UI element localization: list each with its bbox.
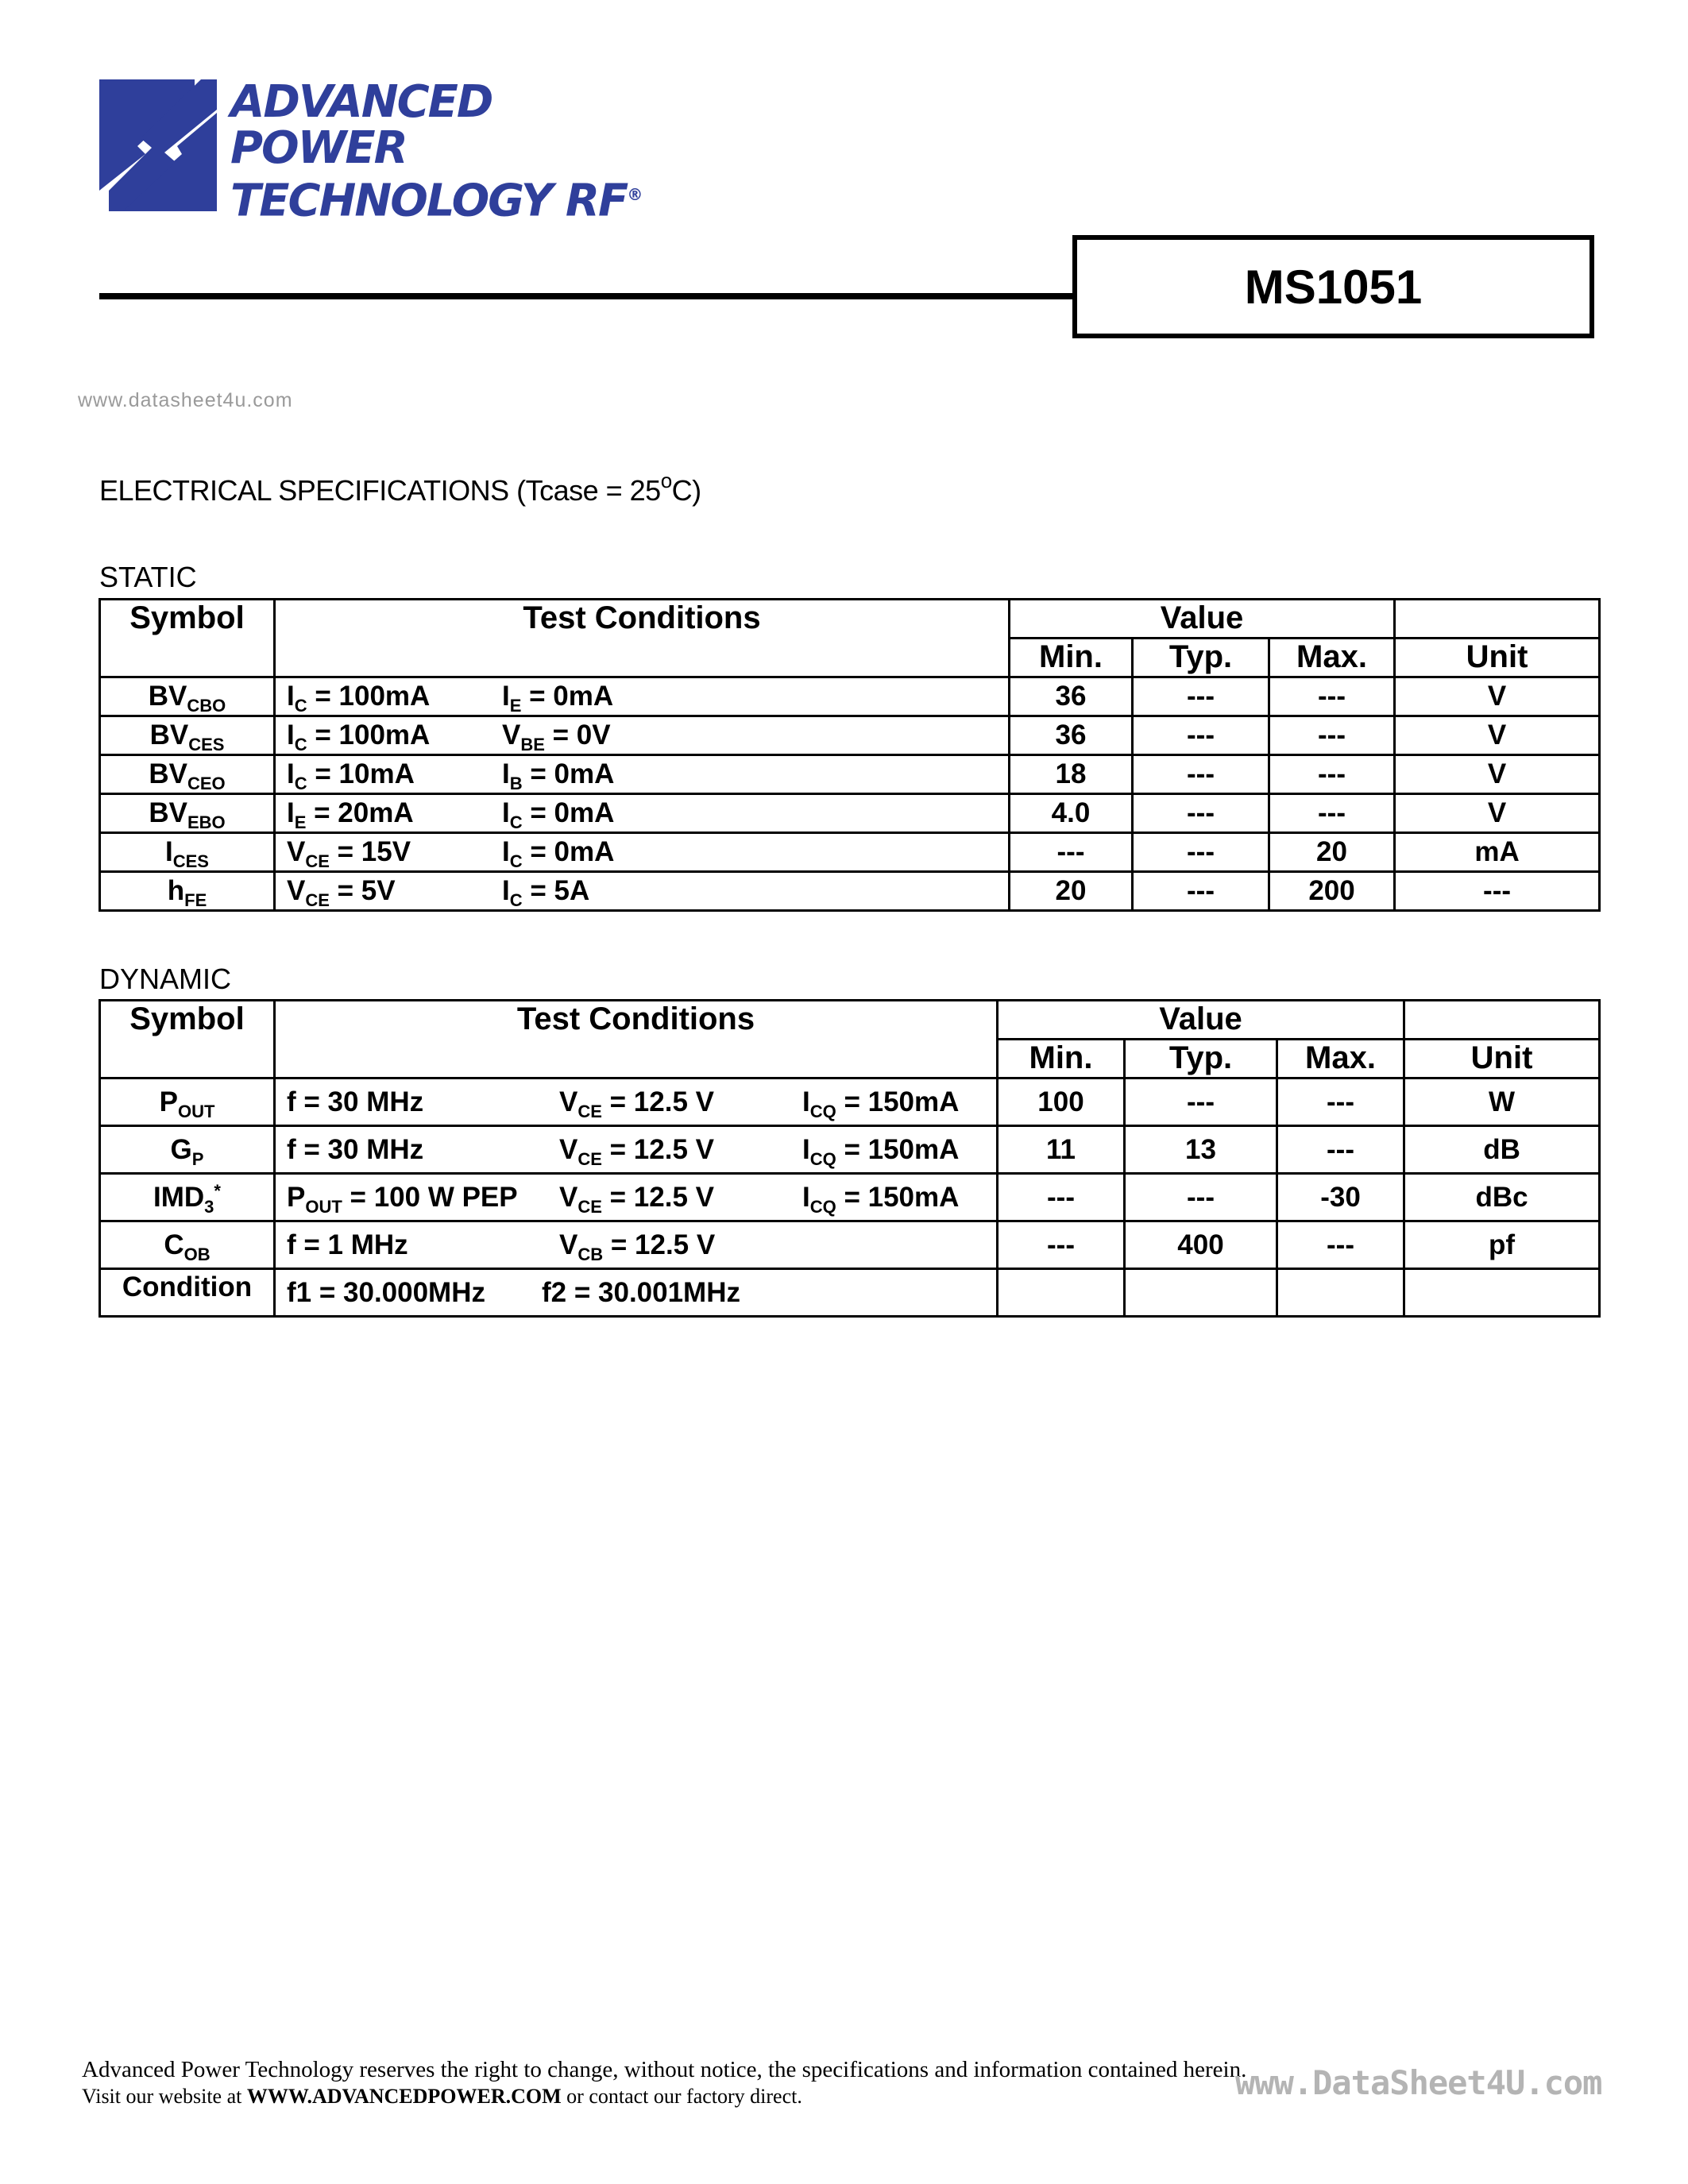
table-row (100, 1126, 1600, 1174)
table-row (100, 1221, 1600, 1269)
symbol-cell-subscript: FE (184, 890, 207, 910)
min-header: Min. (998, 1040, 1125, 1078)
symbol-header: Symbol (100, 600, 275, 677)
condition-c2: $I_C = 0mA$ (502, 836, 615, 871)
typ-cell: --- (1133, 677, 1269, 716)
symbol-cell-text: I (165, 836, 173, 867)
unit-cell: dB (1404, 1126, 1600, 1174)
condition-f2: f2 = 30.001MHz (542, 1276, 740, 1308)
symbol-cell (100, 833, 275, 872)
symbol-cell (100, 755, 275, 794)
condition-c2: $I_C = 0mA$ (502, 797, 615, 832)
min-cell: --- (1010, 833, 1133, 872)
test-conditions-header: Test Conditions (275, 1001, 998, 1078)
symbol-header: Symbol (100, 1001, 275, 1078)
condition-c2: $V_{BE} = 0V$ (502, 720, 611, 754)
symbol-cell (100, 1126, 275, 1174)
condition-c3: $I_{CQ} = 150mA$ (802, 1086, 960, 1121)
test-conditions-cell (275, 1174, 998, 1221)
condition-label: Condition (100, 1269, 275, 1317)
max-cell: --- (1269, 716, 1395, 755)
unit-header-spacer (1395, 600, 1600, 639)
test-conditions-cell (275, 872, 1010, 911)
symbol-cell (100, 1078, 275, 1126)
footer-disclaimer: Advanced Power Technology reserves the right to change, without notice, the specifications and information contained herein. (82, 2057, 1247, 2082)
part-number: MS1051 (1244, 260, 1423, 314)
typ-cell: --- (1133, 794, 1269, 833)
max-cell: --- (1277, 1221, 1404, 1269)
unit-header: Unit (1404, 1040, 1600, 1078)
condition-c2: $I_B = 0mA$ (502, 758, 615, 793)
typ-cell: --- (1133, 833, 1269, 872)
unit-cell: V (1395, 755, 1600, 794)
typ-cell: 400 (1125, 1221, 1277, 1269)
symbol-cell-text: IMD (153, 1181, 205, 1213)
condition-c3: $I_{CQ} = 150mA$ (802, 1181, 960, 1217)
unit-cell: W (1404, 1078, 1600, 1126)
condition-c1: $I_C = 10mA$ (287, 758, 415, 793)
symbol-cell (100, 716, 275, 755)
min-cell: 11 (998, 1126, 1125, 1174)
value-header: Value (998, 1001, 1404, 1040)
max-cell: 20 (1269, 833, 1395, 872)
condition-c2: $I_E = 0mA$ (502, 681, 614, 716)
symbol-cell-text: BV (149, 797, 187, 828)
test-conditions-cell (275, 1126, 998, 1174)
min-cell: 4.0 (1010, 794, 1133, 833)
footer-contact: Visit our website at WWW.ADVANCEDPOWER.COM or contact our factory direct. (82, 2085, 802, 2108)
condition-c2: $V_{CE} = 12.5$ V (559, 1181, 714, 1217)
symbol-cell-subscript: OUT (177, 1101, 215, 1121)
symbol-cell-text: BV (148, 681, 187, 712)
part-number-box (1072, 235, 1594, 338)
test-conditions-cell (275, 794, 1010, 833)
test-conditions-cell (275, 677, 1010, 716)
table-row (100, 872, 1600, 911)
test-conditions-cell (275, 716, 1010, 755)
logo-text-technology: TECHNOLOGY RF® (230, 175, 642, 227)
condition-max (1277, 1269, 1404, 1317)
watermark-top: www.datasheet4u.com (78, 389, 293, 411)
min-cell: --- (998, 1174, 1125, 1221)
condition-f1: f1 = 30.000MHz (287, 1276, 485, 1308)
condition-c3: $I_{CQ} = 150mA$ (802, 1133, 960, 1169)
symbol-cell (100, 677, 275, 716)
condition-c1: f = 30 MHz (287, 1086, 424, 1117)
logo-text-power: POWER (230, 122, 407, 174)
static-label: STATIC (99, 561, 197, 593)
table-row (100, 716, 1600, 755)
symbol-cell (100, 1174, 275, 1221)
watermark-bottom: www.DataSheet4U.com (1235, 2063, 1602, 2102)
condition-c1: $P_{OUT} = 100$ W PEP (287, 1181, 518, 1217)
symbol-cell-subscript: CBO (187, 696, 226, 716)
max-cell: --- (1277, 1078, 1404, 1126)
condition-values (275, 1269, 998, 1317)
table-row (100, 677, 1600, 716)
symbol-cell (100, 872, 275, 911)
test-conditions-cell (275, 1078, 998, 1126)
symbol-cell-text: BV (149, 720, 189, 751)
condition-unit (1404, 1269, 1600, 1317)
condition-c1: $I_C = 100mA$ (287, 720, 431, 754)
symbol-cell-text: P (159, 1086, 178, 1117)
unit-header-spacer (1404, 1001, 1600, 1040)
min-cell: 18 (1010, 755, 1133, 794)
condition-c1: $V_{CE} = 5V$ (287, 875, 396, 910)
condition-c1: f = 30 MHz (287, 1133, 424, 1165)
typ-header: Typ. (1133, 639, 1269, 677)
typ-cell: --- (1125, 1174, 1277, 1221)
symbol-cell-subscript: CES (172, 851, 209, 871)
typ-header: Typ. (1125, 1040, 1277, 1078)
condition-row (100, 1269, 1600, 1317)
max-header: Max. (1269, 639, 1395, 677)
condition-typ (1125, 1269, 1277, 1317)
unit-cell: dBc (1404, 1174, 1600, 1221)
header-rule (99, 293, 1075, 299)
symbol-cell-subscript: 3 (204, 1196, 214, 1217)
min-cell: 36 (1010, 716, 1133, 755)
unit-cell: mA (1395, 833, 1600, 872)
min-cell: 20 (1010, 872, 1133, 911)
typ-cell: --- (1133, 716, 1269, 755)
condition-c2: $V_{CE} = 12.5$ V (559, 1133, 714, 1169)
table-row (100, 833, 1600, 872)
symbol-cell-subscript: EBO (187, 812, 226, 832)
dynamic-spec-table (98, 999, 1601, 1318)
min-cell: 36 (1010, 677, 1133, 716)
unit-cell: --- (1395, 872, 1600, 911)
table-row (100, 794, 1600, 833)
max-cell: -30 (1277, 1174, 1404, 1221)
symbol-cell-text: h (167, 875, 185, 906)
test-conditions-header: Test Conditions (275, 600, 1010, 677)
typ-cell: 13 (1125, 1126, 1277, 1174)
symbol-cell (100, 794, 275, 833)
symbol-cell-text: BV (149, 758, 187, 789)
condition-c2: $V_{CE} = 12.5$ V (559, 1086, 714, 1121)
static-spec-table (98, 598, 1601, 912)
test-conditions-cell (275, 833, 1010, 872)
value-header: Value (1010, 600, 1395, 639)
unit-cell: V (1395, 716, 1600, 755)
unit-cell: V (1395, 794, 1600, 833)
symbol-cell-subscript: CES (188, 735, 225, 754)
dynamic-label: DYNAMIC (99, 963, 232, 995)
unit-cell: pf (1404, 1221, 1600, 1269)
max-cell: --- (1269, 677, 1395, 716)
max-cell: --- (1269, 755, 1395, 794)
min-cell: 100 (998, 1078, 1125, 1126)
typ-cell: --- (1133, 872, 1269, 911)
test-conditions-cell (275, 1221, 998, 1269)
logo-text-advanced: ADVANCED (230, 76, 492, 128)
symbol-cell-subscript: P (191, 1148, 204, 1169)
footer-website-link[interactable]: WWW.ADVANCEDPOWER.COM (246, 2085, 562, 2108)
table-row (100, 755, 1600, 794)
typ-cell: --- (1133, 755, 1269, 794)
symbol-cell-text: C (164, 1229, 184, 1260)
symbol-cell-superscript: * (214, 1180, 221, 1201)
max-cell: 200 (1269, 872, 1395, 911)
symbol-cell-text: G (170, 1133, 192, 1165)
condition-c2: $V_{CB} = 12.5$ V (559, 1229, 716, 1264)
unit-cell: V (1395, 677, 1600, 716)
unit-header: Unit (1395, 639, 1600, 677)
lightning-bolt-icon (99, 79, 217, 211)
condition-c1: $V_{CE} = 15V$ (287, 836, 411, 871)
min-cell: --- (998, 1221, 1125, 1269)
max-cell: --- (1277, 1126, 1404, 1174)
typ-cell: --- (1125, 1078, 1277, 1126)
condition-min (998, 1269, 1125, 1317)
symbol-cell-subscript: CEO (187, 774, 226, 793)
symbol-cell (100, 1221, 275, 1269)
condition-c1: f = 1 MHz (287, 1229, 408, 1260)
max-header: Max. (1277, 1040, 1404, 1078)
registered-mark: ® (627, 185, 642, 204)
table-row (100, 1174, 1600, 1221)
max-cell: --- (1269, 794, 1395, 833)
condition-c1: $I_C = 100mA$ (287, 681, 431, 716)
min-header: Min. (1010, 639, 1133, 677)
condition-c1: $I_E = 20mA$ (287, 797, 414, 832)
table-row (100, 1078, 1600, 1126)
spec-title: ELECTRICAL SPECIFICATIONS (Tcase = $25^oC$) (99, 469, 701, 507)
condition-c2: $I_C = 5A$ (502, 875, 590, 910)
symbol-cell-subscript: OB (183, 1244, 211, 1264)
test-conditions-cell (275, 755, 1010, 794)
